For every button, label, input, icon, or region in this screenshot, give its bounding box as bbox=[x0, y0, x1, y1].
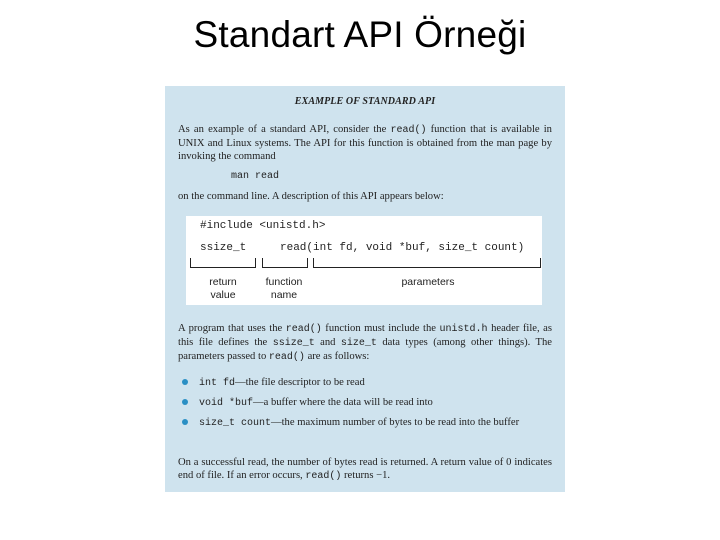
intro-paragraph bbox=[178, 123, 552, 164]
intro-text-3: page by invoking the command bbox=[178, 138, 553, 163]
program-paragraph: A program that uses the read() function must include the unistd.h header file, as this file defines the ssize_t and size_t data types (among other things). The parameters passed to read() are as follows: bbox=[178, 323, 552, 364]
program-code-ssize-t: ssize_t bbox=[272, 338, 315, 350]
return-value-bracket bbox=[190, 258, 256, 268]
function-signature: read(int fd, void *buf, size_t count) bbox=[280, 242, 525, 254]
man-command: man read bbox=[231, 171, 280, 182]
program-code-read-2: read() bbox=[268, 352, 305, 364]
program-code-size-t: size_t bbox=[340, 338, 377, 350]
intro-man: man bbox=[496, 138, 515, 150]
panel-title: EXAMPLE OF STANDARD API bbox=[294, 96, 436, 107]
bullet-item-count: size_t count—the maximum number of bytes to be read into the buffer bbox=[199, 417, 520, 429]
intro-code-read: read() bbox=[390, 125, 427, 136]
program-code-unistd: unistd.h bbox=[439, 324, 488, 335]
intro-text-2: function that is available in UNIX and Linux systems. The API for this function is obtained from the bbox=[178, 124, 552, 150]
parameters-label: parameters bbox=[401, 276, 455, 288]
bullet-dot-icon bbox=[182, 419, 188, 425]
function-name-label: function name bbox=[265, 276, 303, 301]
function-name-bracket bbox=[262, 258, 308, 268]
parameters-bracket bbox=[313, 258, 541, 268]
closing-code-read: read() bbox=[305, 471, 342, 483]
bullet-dot-icon bbox=[182, 399, 188, 405]
api-signature-box bbox=[186, 216, 542, 305]
slide-title: Standart API Örneği bbox=[193, 14, 527, 55]
return-type: ssize_t bbox=[200, 242, 247, 254]
command-line-text: on the command line. A description of this API appears below: bbox=[178, 191, 444, 202]
bullet-item-buf: void *buf—a buffer where the data will be read into bbox=[199, 397, 433, 409]
bullet-item-fd: int fd—the file descriptor to be read bbox=[199, 377, 365, 389]
closing-paragraph: On a successful read, the number of bytes read is returned. A return value of 0 indicates end of file. If an error occurs, read() returns −1. bbox=[178, 457, 552, 483]
bullet-dot-icon bbox=[182, 379, 188, 385]
program-code-read: read() bbox=[285, 324, 322, 335]
api-example-panel bbox=[165, 86, 565, 492]
include-line: #include <unistd.h> bbox=[200, 220, 326, 232]
return-value-label: return value bbox=[209, 276, 237, 301]
intro-text-1: As an example of a standard API, consider the bbox=[178, 124, 391, 135]
